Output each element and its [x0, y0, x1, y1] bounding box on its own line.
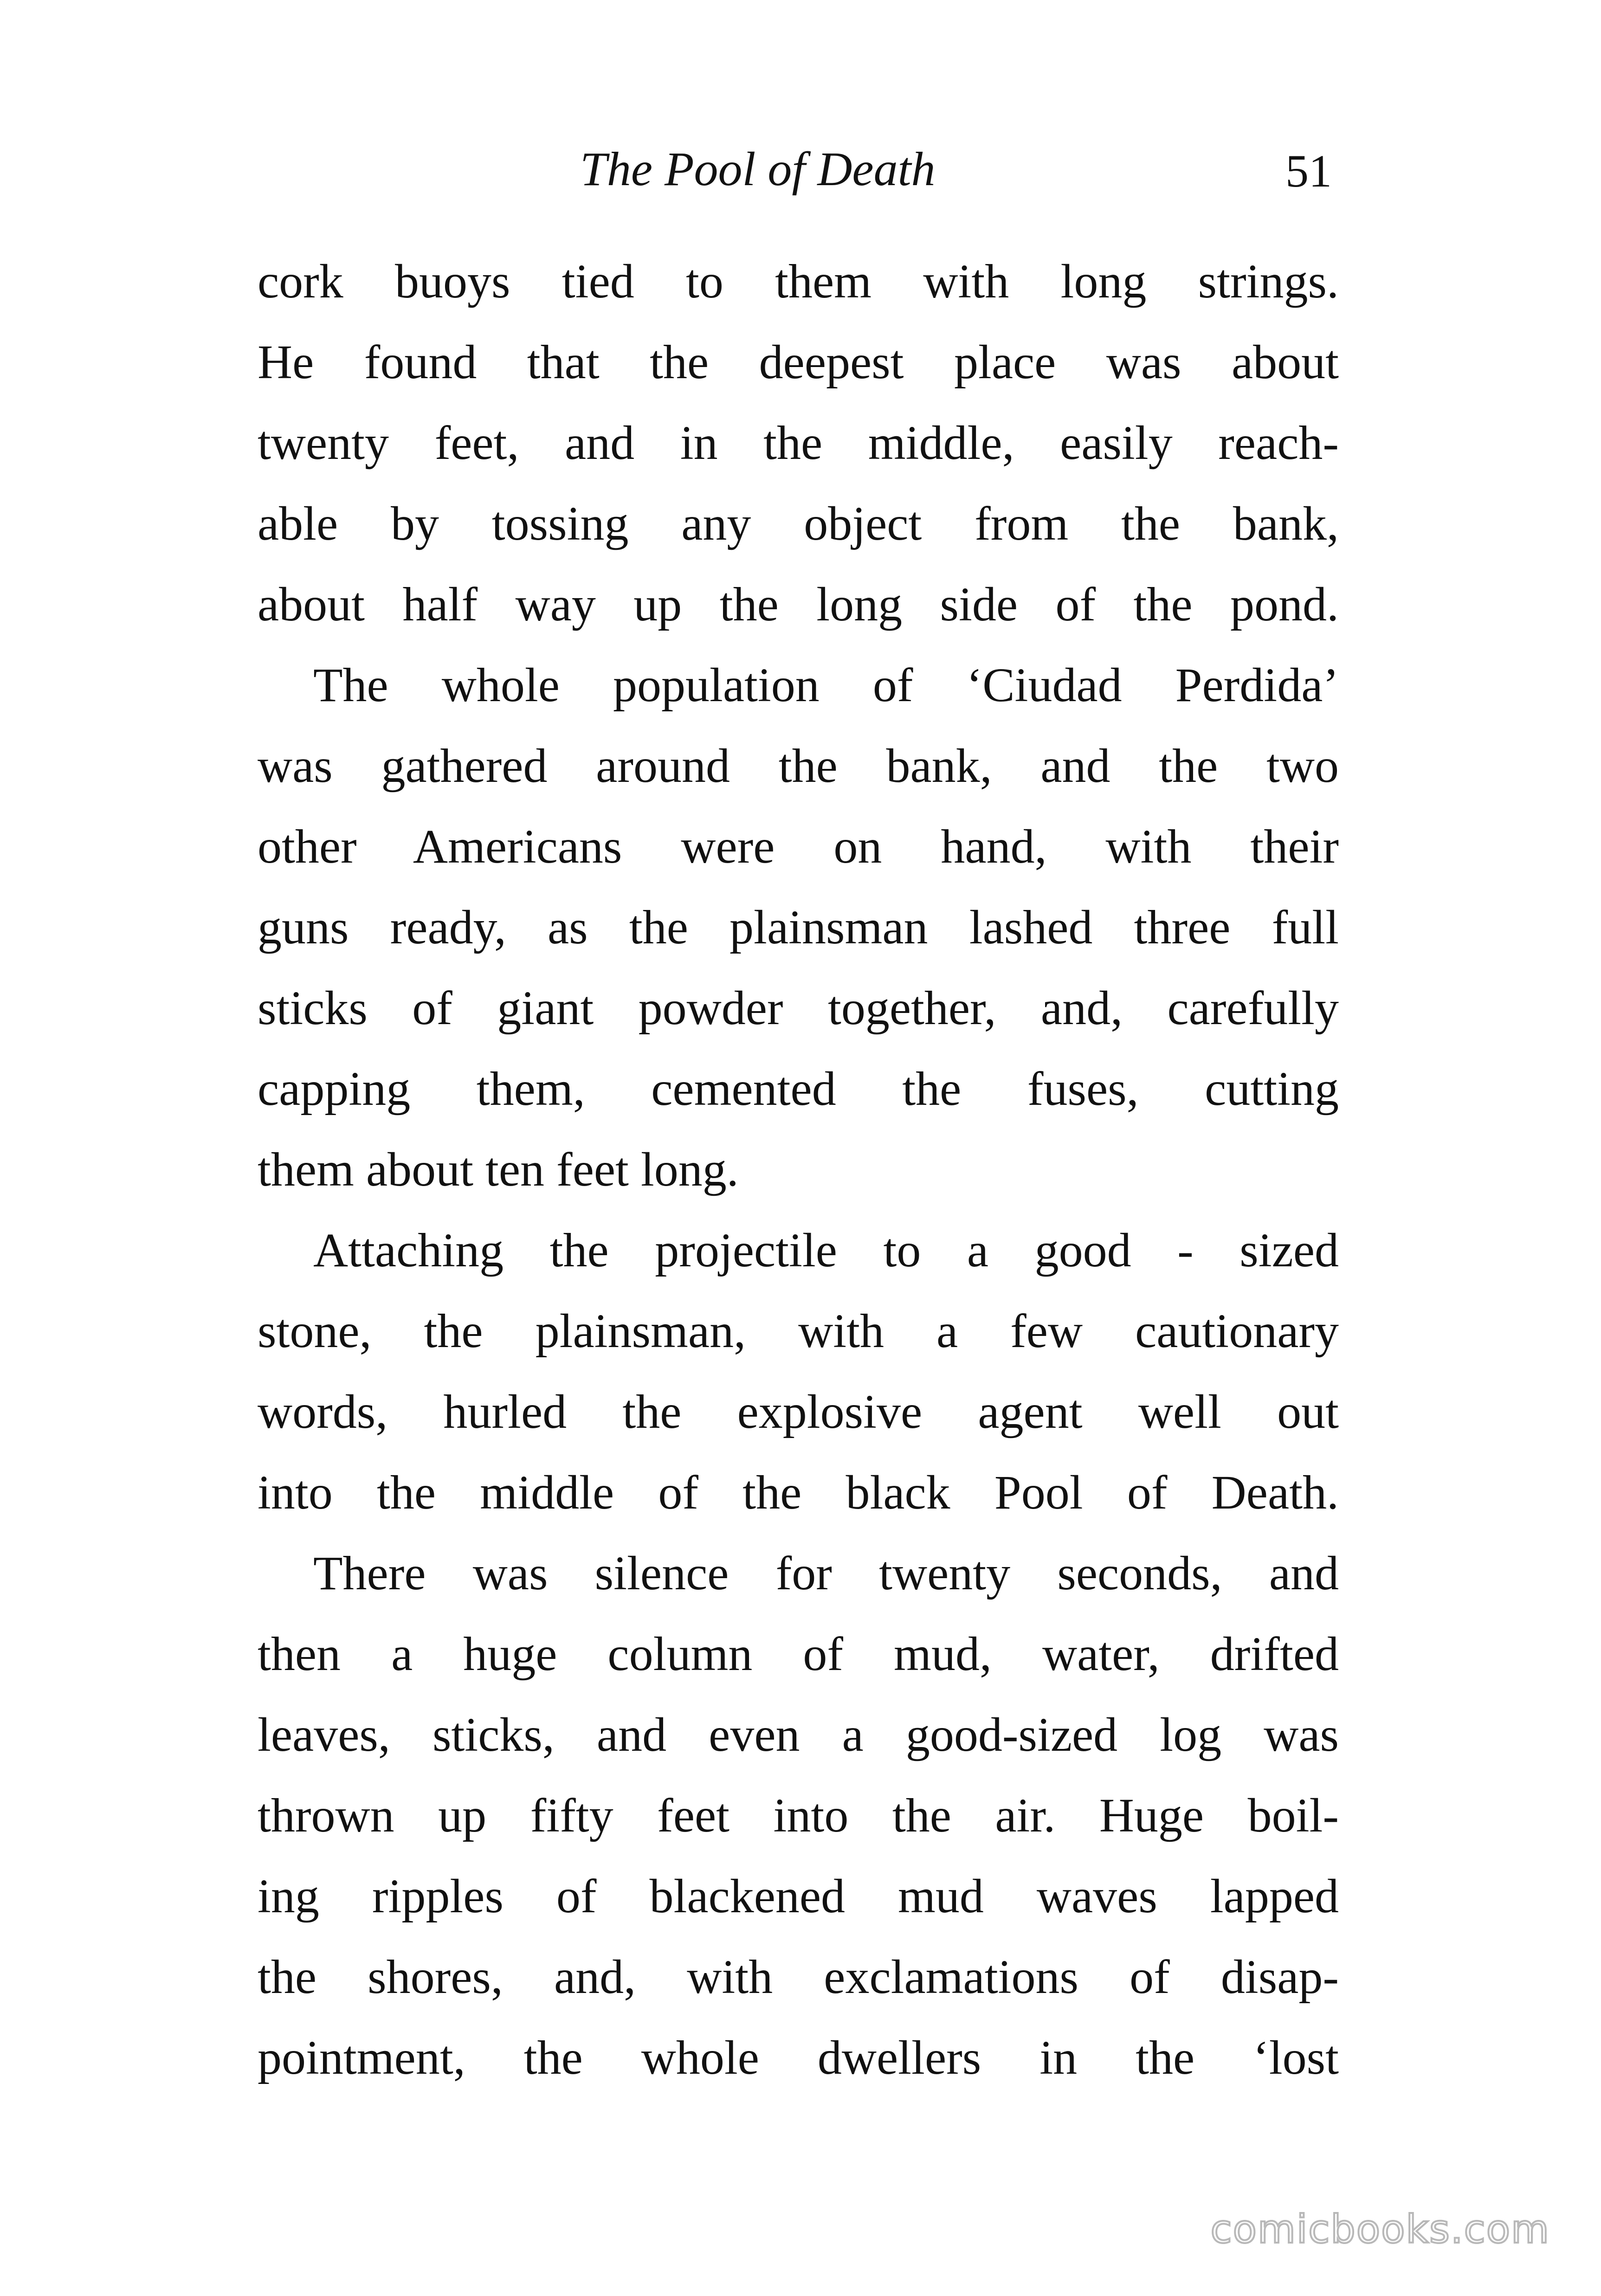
- text-line: the shores, and, with exclamations of disap-: [258, 1950, 1339, 2004]
- text-line: other Americans were on hand, with their: [258, 820, 1339, 873]
- text-line: The whole population of ‘Ciudad Perdida’: [313, 658, 1339, 712]
- text-line: guns ready, as the plainsman lashed three full: [258, 901, 1339, 954]
- text-line: Attaching the projectile to a good - sized: [313, 1224, 1339, 1277]
- watermark-logo: comicbooks.com: [1210, 2206, 1550, 2252]
- text-line: thrown up fifty feet into the air. Huge boil-: [258, 1789, 1339, 1842]
- text-line: them about ten feet long.: [258, 1143, 739, 1196]
- text-line: stone, the plainsman, with a few cautionary: [258, 1304, 1339, 1358]
- running-title: The Pool of Death: [580, 142, 936, 196]
- text-line: words, hurled the explosive agent well out: [258, 1385, 1339, 1438]
- text-line: There was silence for twenty seconds, and: [313, 1547, 1339, 1600]
- text-line: pointment, the whole dwellers in the ‘lost: [258, 2031, 1339, 2084]
- text-line: ing ripples of blackened mud waves lapped: [258, 1870, 1339, 1923]
- paragraph-3: [258, 1210, 1339, 1533]
- text-line: sticks of giant powder together, and, carefully: [258, 981, 1339, 1035]
- text-line: leaves, sticks, and even a good-sized log was: [258, 1708, 1339, 1761]
- running-head: [260, 139, 1332, 209]
- text-line: about half way up the long side of the pond.: [258, 578, 1339, 631]
- text-line: able by tossing any object from the bank,: [258, 497, 1339, 550]
- body-text: [258, 241, 1339, 2098]
- paragraph-2: [258, 645, 1339, 1210]
- text-line: He found that the deepest place was about: [258, 335, 1339, 389]
- paragraph-4: [258, 1533, 1339, 2098]
- text-line: into the middle of the black Pool of Death.: [258, 1466, 1339, 1519]
- text-line: cork buoys tied to them with long strings.: [258, 255, 1339, 308]
- paragraph-1: [258, 241, 1339, 645]
- text-line: was gathered around the bank, and the two: [258, 739, 1339, 793]
- text-line: capping them, cemented the fuses, cutting: [258, 1062, 1339, 1116]
- text-line: twenty feet, and in the middle, easily reach-: [258, 416, 1339, 470]
- page-number: 51: [1285, 145, 1332, 197]
- text-line: then a huge column of mud, water, drifted: [258, 1627, 1339, 1681]
